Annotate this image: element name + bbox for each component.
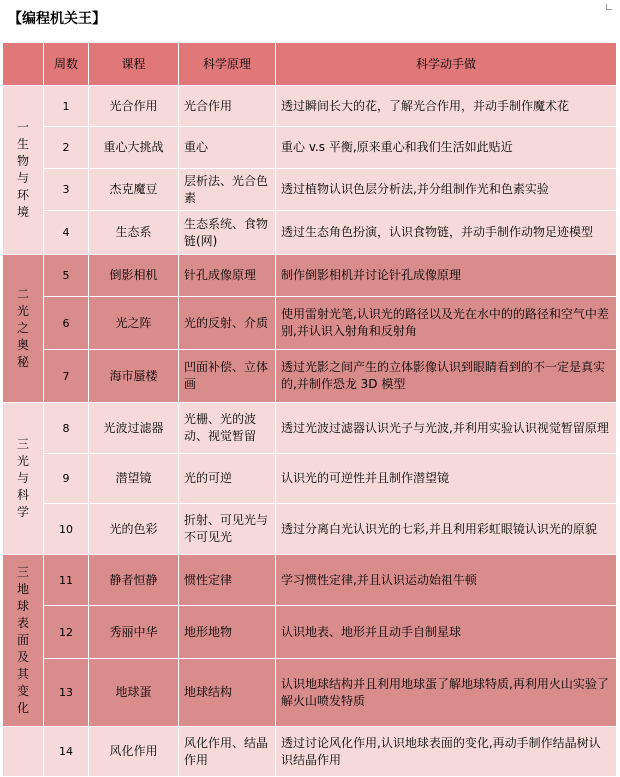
week-cell: 1 [44, 86, 89, 127]
week-cell: 6 [44, 297, 89, 350]
week-cell: 8 [44, 403, 89, 454]
activity-cell: 透过讨论风化作用,认识地球表面的变化,再动手制作结晶树认识结晶作用 [276, 727, 617, 777]
course-cell: 倒影相机 [89, 255, 179, 297]
week-cell: 11 [44, 555, 89, 606]
table-row [3, 169, 617, 211]
principle-cell: 层析法、光合色素 [179, 169, 276, 211]
principle-cell: 生态系统、食物链(网) [179, 211, 276, 255]
activity-cell: 透过植物认识色层分析法,并分组制作光和色素实验 [276, 169, 617, 211]
week-cell: 4 [44, 211, 89, 255]
principle-cell: 光合作用 [179, 86, 276, 127]
week-cell: 7 [44, 350, 89, 403]
table-row [3, 659, 617, 727]
table-row [3, 555, 617, 606]
unit-cell: 三光与科学 [3, 403, 44, 555]
table-row [3, 504, 617, 555]
course-cell: 光波过滤器 [89, 403, 179, 454]
activity-cell: 认识地表、地形并且动手自制星球 [276, 606, 617, 659]
activity-cell: 使用雷射光笔,认识光的路径以及光在水中的的路径和空气中差别,并认识入射角和反射角 [276, 297, 617, 350]
course-schedule-table [2, 42, 617, 777]
activity-cell: 透过分离白光认识光的七彩,并且利用彩虹眼镜认识光的原貌 [276, 504, 617, 555]
header-activity: 科学动手做 [276, 43, 617, 86]
course-cell: 秀丽中华 [89, 606, 179, 659]
activity-cell: 透过生态角色扮演，认识食物链，并动手制作动物足迹模型 [276, 211, 617, 255]
table-row [3, 86, 617, 127]
activity-cell: 认识光的可逆性并且制作潜望镜 [276, 454, 617, 504]
week-cell: 12 [44, 606, 89, 659]
principle-cell: 惯性定律 [179, 555, 276, 606]
principle-cell: 光的可逆 [179, 454, 276, 504]
week-cell: 10 [44, 504, 89, 555]
principle-cell: 重心 [179, 127, 276, 169]
week-cell: 3 [44, 169, 89, 211]
unit-cell: 二光之奥秘 [3, 255, 44, 403]
header-course: 课程 [89, 43, 179, 86]
week-cell: 14 [44, 727, 89, 777]
course-cell: 风化作用 [89, 727, 179, 777]
header-week: 周数 [44, 43, 89, 86]
course-cell: 光合作用 [89, 86, 179, 127]
table-row [3, 454, 617, 504]
table-row [3, 403, 617, 454]
week-cell: 9 [44, 454, 89, 504]
course-cell: 地球蛋 [89, 659, 179, 727]
principle-cell: 地形地物 [179, 606, 276, 659]
table-row [3, 350, 617, 403]
table-header-row [3, 43, 617, 86]
course-cell: 杰克魔豆 [89, 169, 179, 211]
activity-cell: 制作倒影相机并讨论针孔成像原理 [276, 255, 617, 297]
table-row [3, 297, 617, 350]
principle-cell: 凹面补偿、立体画 [179, 350, 276, 403]
principle-cell: 针孔成像原理 [179, 255, 276, 297]
unit-cell [3, 727, 44, 777]
principle-cell: 地球结构 [179, 659, 276, 727]
course-cell: 生态系 [89, 211, 179, 255]
table-row [3, 255, 617, 297]
activity-cell: 透过光影之间产生的立体影像认识到眼睛看到的不一定是真实的,并制作恐龙 3D 模型 [276, 350, 617, 403]
activity-cell: 学习惯性定律,并且认识运动始祖牛顿 [276, 555, 617, 606]
table-row [3, 606, 617, 659]
principle-cell: 风化作用、结晶作用 [179, 727, 276, 777]
header-unit [3, 43, 44, 86]
principle-cell: 折射、可见光与不可见光 [179, 504, 276, 555]
page-title: 【编程机关王】 [8, 11, 106, 27]
page-corner-mark [606, 4, 612, 10]
course-cell: 重心大挑战 [89, 127, 179, 169]
activity-cell: 透过瞬间长大的花，了解光合作用，并动手制作魔术花 [276, 86, 617, 127]
week-cell: 13 [44, 659, 89, 727]
table-row [3, 211, 617, 255]
unit-cell: 三地球表面及其变化 [3, 555, 44, 727]
table-row [3, 127, 617, 169]
principle-cell: 光栅、光的波动、视觉暂留 [179, 403, 276, 454]
table-row [3, 727, 617, 777]
week-cell: 2 [44, 127, 89, 169]
week-cell: 5 [44, 255, 89, 297]
course-cell: 潜望镜 [89, 454, 179, 504]
course-cell: 海市蜃楼 [89, 350, 179, 403]
course-cell: 光的色彩 [89, 504, 179, 555]
header-principle: 科学原理 [179, 43, 276, 86]
activity-cell: 认识地球结构并且利用地球蛋了解地球特质,再利用火山实验了解火山喷发特质 [276, 659, 617, 727]
activity-cell: 重心 v.s 平衡,原来重心和我们生活如此贴近 [276, 127, 617, 169]
principle-cell: 光的反射、介质 [179, 297, 276, 350]
activity-cell: 透过光波过滤器认识光子与光波,并利用实验认识视觉暂留原理 [276, 403, 617, 454]
unit-cell: 一生物与环境 [3, 86, 44, 255]
course-cell: 静者恒静 [89, 555, 179, 606]
course-cell: 光之阵 [89, 297, 179, 350]
